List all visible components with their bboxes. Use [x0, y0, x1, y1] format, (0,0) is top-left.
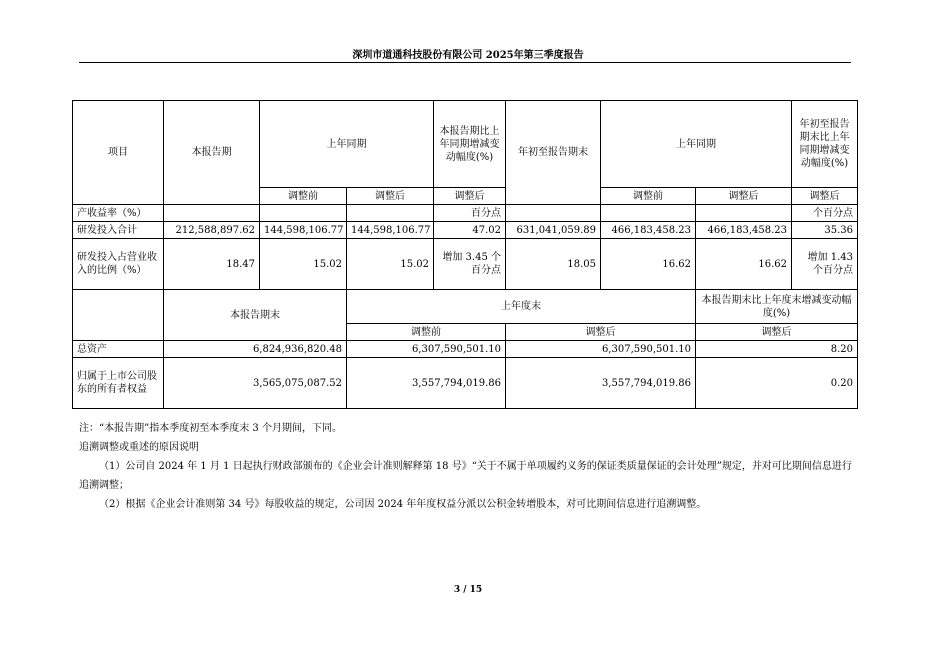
sub-after: 调整后 [347, 188, 434, 205]
cell: 6,307,590,501.10 [506, 341, 696, 358]
cell: 15.02 [260, 239, 347, 290]
cell: 0.20 [696, 358, 858, 409]
page-header: 深圳市道通科技股份有限公司 2025年第三季度报告 [352, 50, 584, 61]
table-row [73, 358, 858, 409]
cell: 35.36 [792, 222, 858, 239]
note-item-2: （2）根据《企业会计准则第 34 号》每股收益的规定，公司因 2024 年年度权益分派以公积金转增股本，对可比期间信息进行追溯调整。 [99, 499, 707, 510]
cell: 6,824,936,820.48 [164, 341, 347, 358]
financial-table [72, 100, 858, 409]
cell: 212,588,897.62 [164, 222, 260, 239]
sub-before: 调整前 [347, 324, 506, 341]
header-current-period: 本报告期 [164, 101, 260, 205]
sub-after: 调整后 [506, 324, 696, 341]
header-prev-same-period-2: 上年同期 [601, 101, 792, 188]
row-label: 产收益率（%） [73, 205, 164, 222]
cell: 8.20 [696, 341, 858, 358]
sub-after-change: 调整后 [434, 188, 506, 205]
cell: 466,183,458.23 [601, 222, 696, 239]
header-change: 本报告期比上年同期增减变动幅度(%) [434, 101, 506, 188]
table-row [73, 239, 858, 290]
header-prev-same-period: 上年同期 [260, 101, 434, 188]
cell: 增加 1.43 个百分点 [792, 239, 858, 290]
sub-before-2: 调整前 [601, 188, 696, 205]
table-row [73, 341, 858, 358]
row-label: 总资产 [73, 341, 164, 358]
page-number: 3 / 15 [453, 585, 483, 595]
header-ytd: 年初至报告期末 [506, 101, 601, 205]
cell: 15.02 [347, 239, 434, 290]
sub-after-4: 调整后 [792, 188, 858, 205]
cell: 144,598,106.77 [347, 222, 434, 239]
sub-before: 调整前 [260, 188, 347, 205]
cell: 增加 3.45 个百分点 [434, 239, 506, 290]
row-label: 研发投入占营业收入的比例（%） [73, 239, 164, 290]
header-current-end: 本报告期末 [164, 290, 347, 341]
cell: 18.47 [164, 239, 260, 290]
notes [79, 419, 855, 514]
header-ytd-change: 年初至报告期末比上年同期增减变动幅度(%) [792, 101, 858, 188]
table-row [73, 205, 858, 222]
sub-after-3: 调整后 [696, 188, 792, 205]
cell: 3,565,075,087.52 [164, 358, 347, 409]
note-item-1: （1）公司自 2024 年 1 月 1 日起执行财政部颁布的《企业会计准则解释第 18 号》“关于不属于单项履约义务的保证类质量保证的会计处理”规定，并对可比期间信息进行追溯调整； [79, 461, 852, 491]
header-item: 项目 [73, 101, 164, 205]
row-label: 研发投入合计 [73, 222, 164, 239]
cell: 百分点 [434, 205, 506, 222]
cell: 466,183,458.23 [696, 222, 792, 239]
cell: 16.62 [696, 239, 792, 290]
cell: 18.05 [506, 239, 601, 290]
cell: 6,307,590,501.10 [347, 341, 506, 358]
note-definition: 注：“本报告期”指本季度初至本季度末 3 个月期间，下同。 [79, 423, 342, 434]
cell: 631,041,059.89 [506, 222, 601, 239]
sub-after-change: 调整后 [696, 324, 858, 341]
cell: 47.02 [434, 222, 506, 239]
cell: 16.62 [601, 239, 696, 290]
table-row [73, 222, 858, 239]
note-heading: 追溯调整或重述的原因说明 [79, 442, 199, 453]
cell: 144,598,106.77 [260, 222, 347, 239]
header-end-change: 本报告期末比上年度末增减变动幅度(%) [696, 290, 858, 324]
cell: 3,557,794,019.86 [347, 358, 506, 409]
header-prev-year-end: 上年度末 [347, 290, 696, 324]
row-label: 归属于上市公司股东的所有者权益 [73, 358, 164, 409]
cell: 3,557,794,019.86 [506, 358, 696, 409]
cell: 个百分点 [792, 205, 858, 222]
header-rule [79, 62, 851, 63]
